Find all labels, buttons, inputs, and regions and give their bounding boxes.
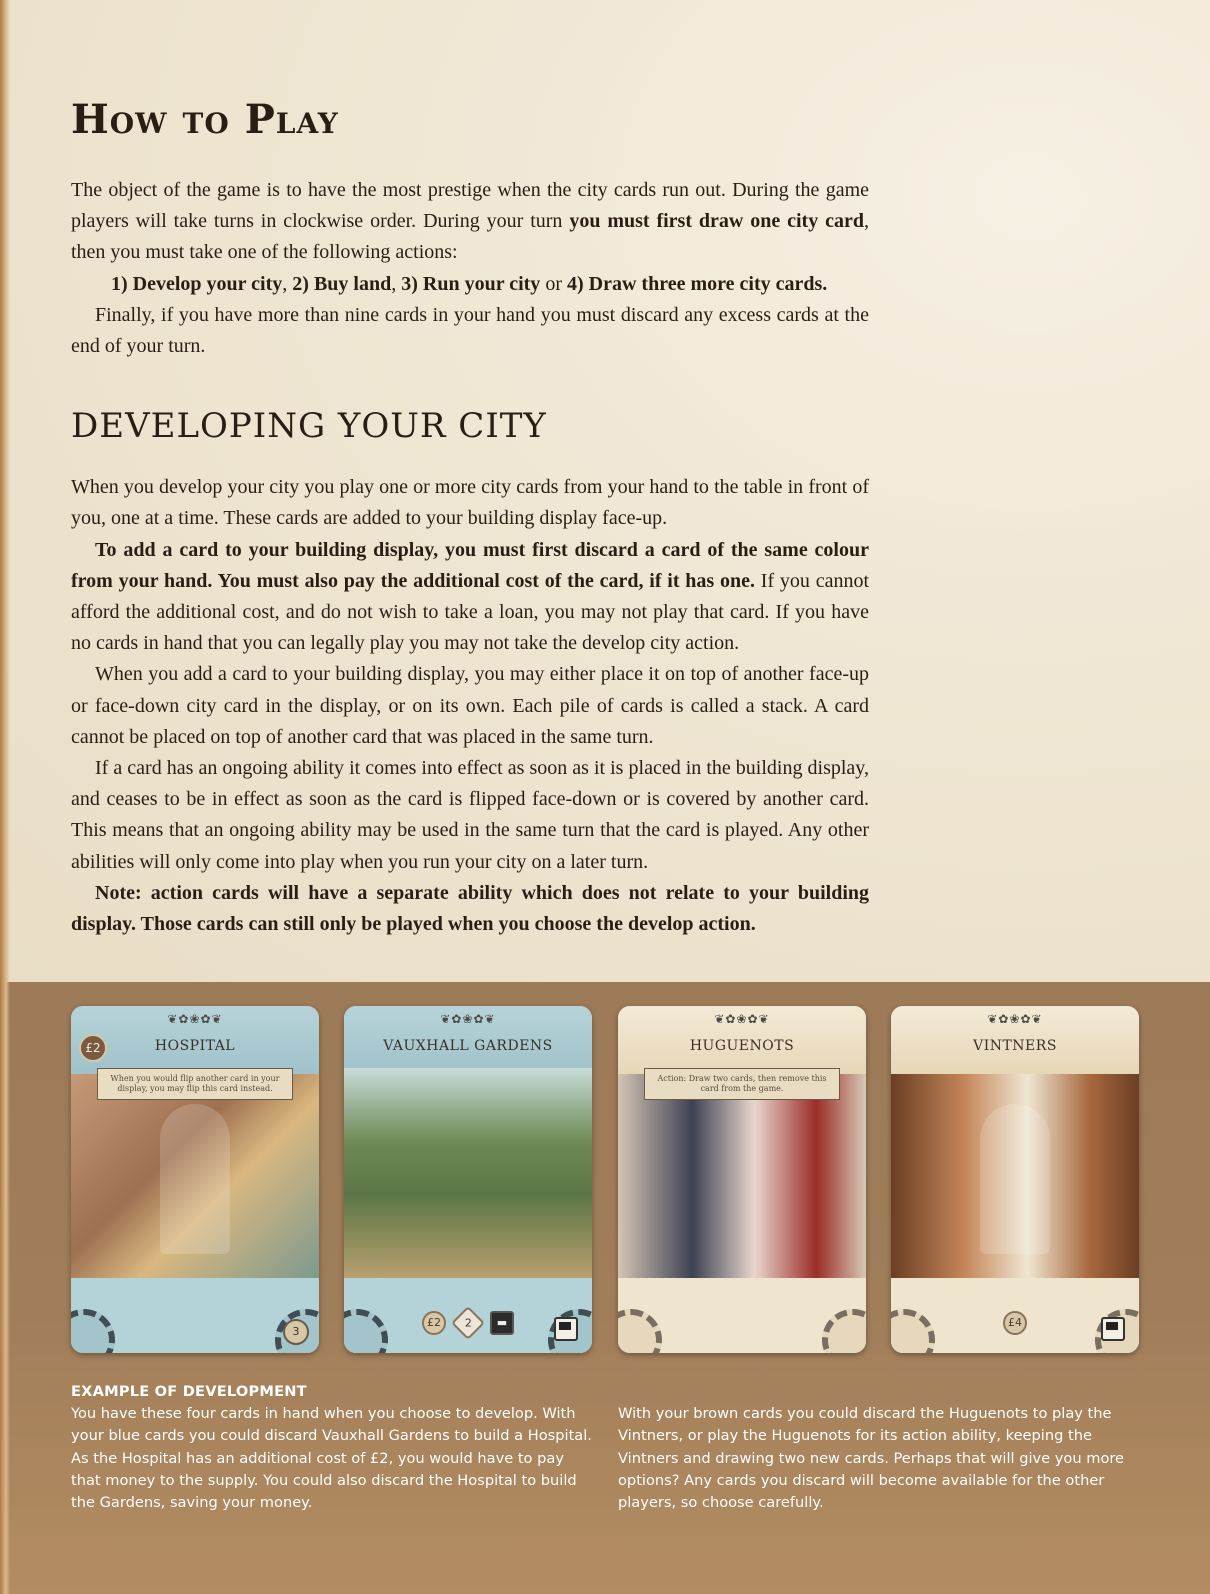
prestige-diamond-icon (451, 1306, 485, 1340)
action-draw-three: 4) Draw three more city cards. (566, 272, 828, 295)
page-edge (0, 0, 10, 1594)
prestige-value: 2 (464, 1316, 472, 1329)
corner-ornament-icon (822, 1309, 866, 1353)
card-header (618, 1006, 866, 1074)
intro-text-c: , then you must take one of the following actions: (71, 210, 869, 264)
hand-limit-text: Finally, if you have more than nine cards in your hand you must discard any excess cards at the end of your turn. (71, 303, 869, 358)
develop-p4: If a card has an ongoing ability it comes into effect as soon as it is placed in the building display, and ceases to be in effect as soon as the card is flipped face-down or is covered by another card. This means that an ongoing ability may be used in the same turn that the card is played. Any other abilities will only come into play when you run your city on a later turn. (71, 757, 869, 873)
develop-note-bold: Note: action cards will have a separate ability which does not relate to your building display. Those cards can still only be played when you choose the develop action. (71, 881, 869, 936)
corner-ornament-icon (618, 1309, 662, 1353)
card-title: HUGUENOTS (689, 1038, 795, 1054)
example-text-left: You have these four cards in hand when you choose to develop. With your blue cards you could discard Vauxhall Gardens to build a Hospital. As the Hospital has an additional cost of £2, you would have to pay that money to the supply. You could also discard the Hospital to build the Gardens, saving your money. (71, 1405, 592, 1512)
develop-p1: When you develop your city you play one or more city cards from your hand to the table in front of you, one at a time. These cards are added to your building display face-up. (71, 476, 869, 530)
example-heading: EXAMPLE OF DEVELOPMENT (71, 1383, 307, 1400)
example-caption-right (618, 1403, 1142, 1514)
coin-icon: £4 (1003, 1311, 1027, 1335)
rules-text (71, 96, 869, 940)
action-list (71, 269, 869, 300)
develop-p2-rest: If you cannot afford the additional cost, and do not wish to take a loan, you may not play that card. If you have no cards in hand that you can legally play you may not take the develop city action. (71, 569, 869, 655)
card-footer (891, 1278, 1139, 1353)
action-sep: , (391, 272, 402, 295)
flip-icon: ▬ (490, 1311, 514, 1335)
developing-title: DEVELOPING YOUR CITY (71, 406, 547, 447)
card-huguenots (618, 1006, 866, 1353)
ornament-icon: ❦✿❀✿❦ (440, 1012, 496, 1026)
action-run-city: 3) Run your city (401, 272, 541, 295)
stamp-icon (1101, 1317, 1125, 1341)
card-title: HOSPITAL (154, 1038, 236, 1054)
develop-p3: When you add a card to your building display, you may either place it on top of another face-up or face-down city card in the display, or on its own. Each pile of cards is called a stack. A card cannot be placed on top of another card that was placed in the same turn. (71, 663, 869, 748)
ornament-icon: ❦✿❀✿❦ (987, 1012, 1043, 1026)
card-footer (71, 1278, 319, 1353)
card-artwork (618, 1074, 866, 1278)
card-artwork (71, 1074, 319, 1278)
card-header (71, 1006, 319, 1074)
ornament-icon: ❦✿❀✿❦ (167, 1012, 223, 1026)
card-hospital (71, 1006, 319, 1353)
coin-icon: £2 (422, 1311, 446, 1335)
intro-text-bold: you must first draw one city card (569, 210, 864, 233)
card-footer (344, 1278, 592, 1353)
card-title: VAUXHALL GARDENS (383, 1038, 553, 1054)
card-ability-text: When you would flip another card in your display, you may flip this card instead. (97, 1068, 293, 1100)
card-footer (618, 1278, 866, 1353)
intro-text-a: The object of the game is to have the most prestige when the city cards run out. During the game players will take turns in clockwise order. During your turn (71, 179, 869, 233)
corner-ornament-icon (71, 1309, 115, 1353)
example-text-right: With your brown cards you could discard the Huguenots to play the Vintners, or play the Huguenots for its action ability, keeping the Vintners and drawing two new cards. Perhaps that will give you more options? Any cards you discard will become available for the other players, so choose carefully. (618, 1405, 1125, 1512)
card-vauxhall-gardens (344, 1006, 592, 1353)
how-to-play-title: How to Play (71, 96, 339, 143)
stamp-icon (554, 1317, 578, 1341)
card-title: VINTNERS (973, 1038, 1057, 1054)
prestige-icon: 3 (283, 1319, 309, 1345)
card-ability-text: Action: Draw two cards, then remove this card from the game. (644, 1068, 840, 1100)
action-sep: , (282, 272, 293, 295)
develop-note (71, 878, 869, 940)
card-artwork (344, 1068, 592, 1278)
how-to-play-intro (71, 175, 869, 269)
develop-p2-bold: To add a card to your building display, you must first discard a card of the same colour from your hand. You must also pay the additional cost of the card, if it has one. (71, 538, 869, 592)
card-artwork (891, 1074, 1139, 1278)
action-develop: 1) Develop your city (111, 272, 283, 295)
card-header (344, 1006, 592, 1074)
action-buy-land: 2) Buy land (292, 272, 392, 295)
ornament-icon: ❦✿❀✿❦ (714, 1012, 770, 1026)
develop-p2 (71, 535, 869, 660)
card-header (891, 1006, 1139, 1074)
action-or: or (540, 272, 567, 295)
cost-coin-icon: £2 (79, 1034, 107, 1062)
example-cards (71, 1006, 1139, 1353)
example-caption-left (71, 1381, 595, 1514)
card-vintners (891, 1006, 1139, 1353)
